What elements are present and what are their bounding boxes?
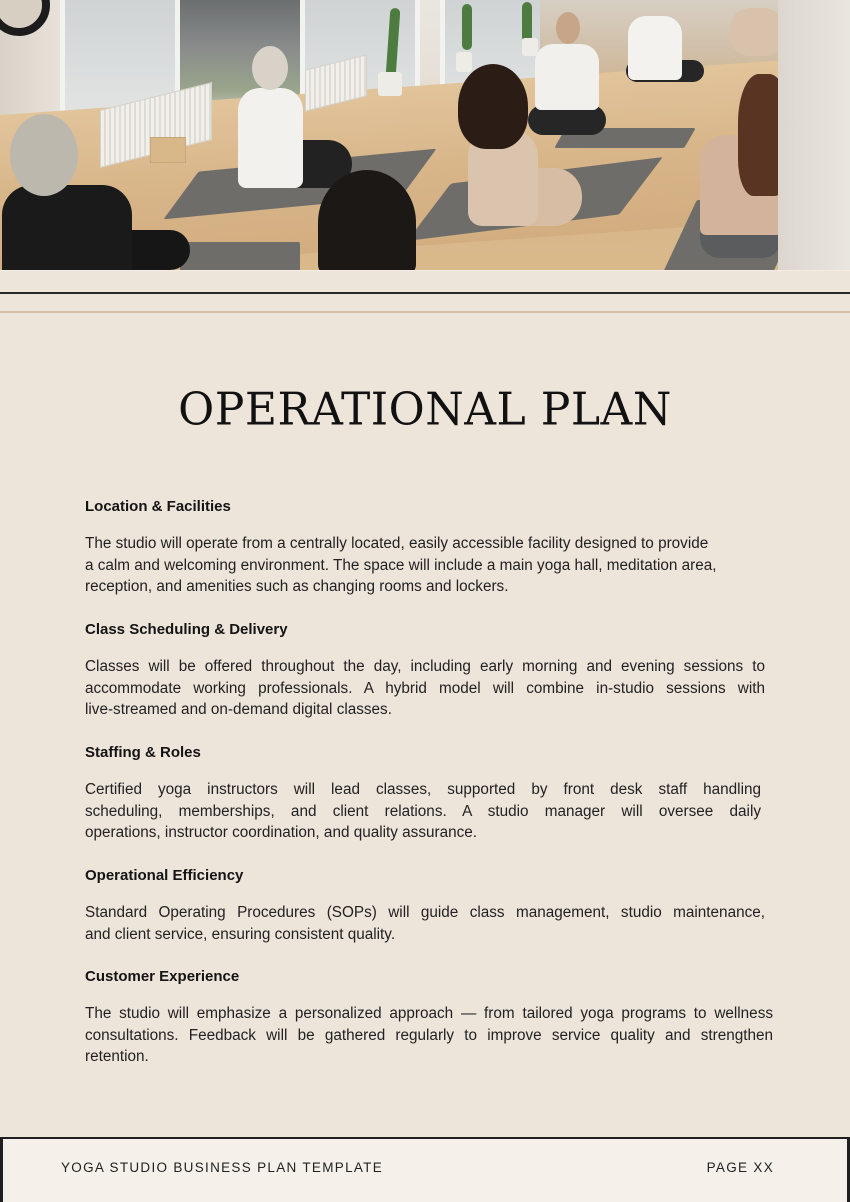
- photo-person: [10, 114, 78, 196]
- section-paragraph: [85, 902, 775, 945]
- photo-pot: [522, 38, 538, 56]
- photo-person: [318, 170, 416, 271]
- page-title: OPERATIONAL PLAN: [178, 383, 672, 436]
- page-footer: [0, 1137, 850, 1202]
- paragraph-line: and client service, ensuring consistent quality.: [85, 925, 396, 943]
- paragraph-line: The studio will operate from a centrally located, easily accessible facility designed to provide: [85, 535, 709, 552]
- paragraph-line: a calm and welcoming environment. The space will include a main yoga hall, meditation area,: [85, 556, 717, 574]
- paragraph-line: Classes will be offered throughout the day, including early morning and evening sessions to: [85, 658, 765, 675]
- section-customer-experience: [85, 967, 775, 1068]
- photo-wall-right: [778, 0, 850, 271]
- section-heading: Operational Efficiency: [85, 867, 244, 884]
- paragraph-line: The studio will emphasize a personalized approach — from tailored yoga programs to wellness: [85, 1005, 773, 1022]
- section-heading: Staffing & Roles: [85, 744, 201, 761]
- photo-person: [628, 16, 682, 80]
- photo-person: [2, 185, 132, 271]
- paragraph-line: consultations. Feedback will be gathered regularly to improve service quality and strengthen: [85, 1026, 773, 1044]
- footer-document-title: YOGA STUDIO BUSINESS PLAN TEMPLATE: [61, 1160, 384, 1175]
- section-staffing-roles: [85, 743, 775, 844]
- section-paragraph: [85, 779, 775, 844]
- photo-plant: [462, 4, 472, 50]
- paragraph-line: retention.: [85, 1048, 149, 1065]
- hero-photo: [0, 0, 850, 271]
- paragraph-line: Certified yoga instructors will lead classes, supported by front desk staff handling: [85, 781, 761, 798]
- photo-edge: [0, 270, 850, 271]
- photo-person: [238, 88, 303, 188]
- paragraph-line: operations, instructor coordination, and quality assurance.: [85, 824, 477, 841]
- section-paragraph: [85, 656, 775, 721]
- section-class-scheduling: [85, 620, 775, 721]
- photo-yoga-mat: [180, 242, 300, 271]
- section-heading: Location & Facilities: [85, 498, 231, 515]
- section-heading: Class Scheduling & Delivery: [85, 621, 288, 638]
- footer-page-number: PAGE XX: [706, 1160, 774, 1175]
- paragraph-line: Standard Operating Procedures (SOPs) will guide class management, studio maintenance,: [85, 904, 765, 921]
- photo-pot: [378, 72, 402, 96]
- photo-plant: [522, 2, 532, 42]
- photo-instructor: [556, 12, 580, 44]
- paragraph-line: accommodate working professionals. A hybrid model will combine in-studio sessions with: [85, 679, 765, 697]
- divider-dark: [0, 292, 850, 294]
- photo-instructor: [535, 44, 599, 110]
- divider-tan: [0, 311, 850, 313]
- paragraph-line: scheduling, memberships, and client relations. A studio manager will oversee daily: [85, 802, 761, 820]
- photo-person: [730, 8, 784, 56]
- section-heading: Customer Experience: [85, 968, 240, 985]
- section-location-facilities: [85, 497, 775, 598]
- paragraph-line: reception, and amenities such as changing rooms and lockers.: [85, 578, 509, 595]
- photo-person: [458, 64, 528, 149]
- photo-yoga-block: [150, 137, 186, 163]
- paragraph-line: live-streamed and on-demand digital classes.: [85, 701, 392, 718]
- section-paragraph: [85, 533, 775, 598]
- photo-person: [252, 46, 288, 90]
- section-operational-efficiency: [85, 866, 775, 945]
- photo-pot: [456, 52, 472, 72]
- section-paragraph: [85, 1003, 775, 1068]
